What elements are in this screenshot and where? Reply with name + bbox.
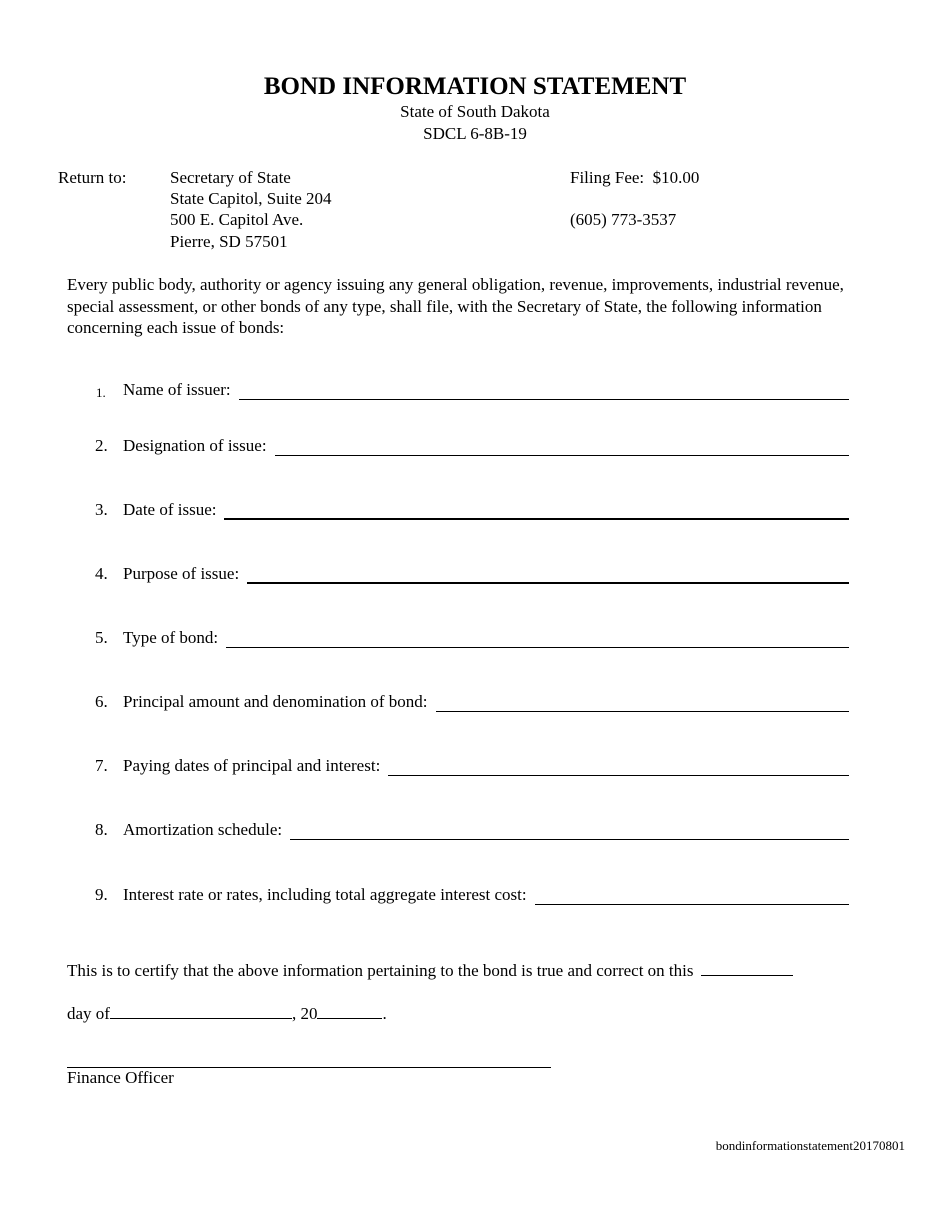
item-type-of-bond bbox=[0, 628, 950, 652]
certification-statement bbox=[67, 961, 793, 981]
item-principal-amount bbox=[0, 692, 950, 716]
date-period: . bbox=[382, 1004, 387, 1023]
item-number: 2. bbox=[95, 436, 108, 455]
item-number: 8. bbox=[95, 820, 108, 839]
type-of-bond-field[interactable] bbox=[226, 647, 849, 648]
date-of-issue-field[interactable] bbox=[224, 518, 849, 520]
designation-of-issue-field[interactable] bbox=[275, 455, 849, 456]
item-number: 6. bbox=[95, 692, 108, 711]
purpose-of-issue-field[interactable] bbox=[247, 582, 849, 584]
address-line-3: 500 E. Capitol Ave. bbox=[170, 210, 304, 229]
certification-day-field[interactable] bbox=[701, 961, 793, 976]
item-label: Date of issue: bbox=[123, 500, 217, 519]
intro-paragraph: Every public body, authority or agency issuing any general obligation, revenue, improvements, industrial revenue, special assessment, or other bonds of any type, shall file, with the Secretary of State, the following information concerning each issue of bonds: bbox=[67, 275, 844, 337]
name-of-issuer-field[interactable] bbox=[239, 399, 849, 400]
statute-subtitle: SDCL 6-8B-19 bbox=[423, 124, 527, 143]
year-prefix: , 20 bbox=[291, 1004, 318, 1023]
page-title: BOND INFORMATION STATEMENT bbox=[263, 73, 687, 100]
certification-year-field[interactable] bbox=[317, 1004, 382, 1019]
address-line-4: Pierre, SD 57501 bbox=[170, 232, 288, 251]
item-name-of-issuer bbox=[0, 380, 950, 404]
item-label: Purpose of issue: bbox=[123, 564, 240, 583]
item-label: Amortization schedule: bbox=[123, 820, 283, 839]
item-date-of-issue bbox=[0, 500, 950, 524]
address-line-1: Secretary of State bbox=[170, 168, 291, 187]
item-label: Interest rate or rates, including total aggregate interest cost: bbox=[123, 885, 527, 904]
return-to-label: Return to: bbox=[58, 168, 127, 187]
item-label: Paying dates of principal and interest: bbox=[123, 756, 381, 775]
item-number: 4. bbox=[95, 564, 108, 583]
amortization-schedule-field[interactable] bbox=[290, 839, 849, 840]
phone-number: (605) 773-3537 bbox=[570, 210, 677, 229]
certification-text: This is to certify that the above information pertaining to the bond is true and correct on this bbox=[67, 961, 694, 980]
finance-officer-label: Finance Officer bbox=[67, 1068, 174, 1087]
item-interest-rate bbox=[0, 885, 950, 909]
paying-dates-field[interactable] bbox=[388, 775, 849, 776]
item-number: 7. bbox=[95, 756, 108, 775]
item-paying-dates bbox=[0, 756, 950, 780]
day-of-label: day of bbox=[67, 1004, 110, 1023]
item-amortization-schedule bbox=[0, 820, 950, 844]
item-number: 1. bbox=[96, 385, 106, 400]
item-number: 5. bbox=[95, 628, 108, 647]
item-number: 3. bbox=[95, 500, 108, 519]
item-number: 9. bbox=[95, 885, 108, 904]
item-label: Name of issuer: bbox=[123, 380, 231, 399]
item-label: Principal amount and denomination of bond: bbox=[123, 692, 428, 711]
principal-amount-field[interactable] bbox=[436, 711, 849, 712]
item-purpose-of-issue bbox=[0, 564, 950, 588]
certification-month-field[interactable] bbox=[110, 1004, 292, 1019]
interest-rate-field[interactable] bbox=[535, 904, 849, 905]
address-line-2: State Capitol, Suite 204 bbox=[170, 189, 332, 208]
certification-date-line bbox=[67, 1004, 387, 1024]
state-subtitle: State of South Dakota bbox=[400, 102, 550, 121]
item-label: Type of bond: bbox=[123, 628, 219, 647]
item-designation-of-issue bbox=[0, 436, 950, 460]
form-id: bondinformationstatement20170801 bbox=[715, 1138, 905, 1153]
item-label: Designation of issue: bbox=[123, 436, 267, 455]
filing-fee: Filing Fee: $10.00 bbox=[570, 168, 700, 187]
